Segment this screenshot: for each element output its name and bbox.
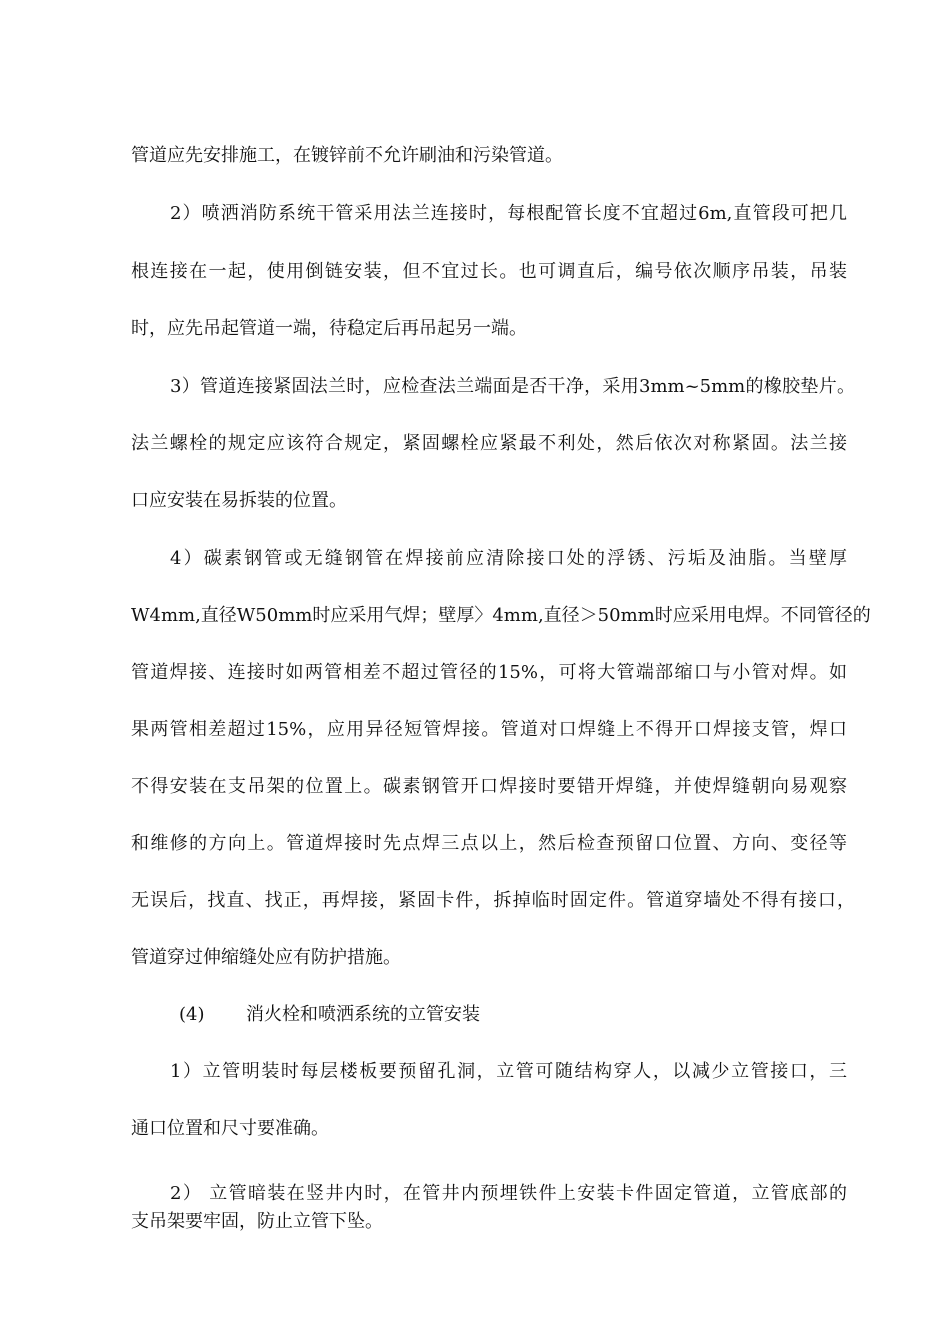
text-line: 通口位置和尺寸要准确。 [131, 1118, 329, 1139]
text-line: 法兰螺栓的规定应该符合规定，紧固螺栓应紧最不利处，然后依次对称紧固。法兰接 [131, 433, 847, 454]
section-number: (4) [179, 1004, 205, 1025]
text-line: 无误后，找直、找正，再焊接，紧固卡件，拆掉临时固定件。管道穿墙处不得有接口， [131, 890, 855, 911]
text-line: 时，应先吊起管道一端，待稳定后再吊起另一端。 [131, 318, 527, 339]
text-line: 和维修的方向上。管道焊接时先点焊三点以上，然后检查预留口位置、方向、变径等 [131, 833, 847, 854]
text-line: 1）立管明装时每层楼板要预留孔洞，立管可随结构穿人，以减少立管接口，三 [170, 1061, 847, 1082]
text-line: 管道应先安排施工，在镀锌前不允许刷油和污染管道。 [131, 145, 563, 166]
text-line: 支吊架要牢固，防止立管下坠。 [131, 1211, 383, 1232]
text-line: 2） 立管暗装在竖井内时，在管井内预埋铁件上安装卡件固定管道，立管底部的 [170, 1183, 847, 1204]
text-line: W4mm,直径W50mm时应采用气焊；壁厚〉4mm,直径＞50mm时应采用电焊。不同管径的 [131, 605, 871, 626]
text-line: 管道穿过伸缩缝处应有防护措施。 [131, 947, 401, 968]
text-line: 果两管相差超过15%，应用异径短管焊接。管道对口焊缝上不得开口焊接支管，焊口 [131, 719, 847, 740]
text-line: 根连接在一起，使用倒链安装，但不宜过长。也可调直后，编号依次顺序吊装，吊装 [131, 261, 847, 282]
text-line: 2）喷洒消防系统干管采用法兰连接时，每根配管长度不宜超过6m,直管段可把几 [170, 203, 847, 224]
text-line: 不得安装在支吊架的位置上。碳素钢管开口焊接时要错开焊缝，并使焊缝朝向易观察 [131, 776, 847, 797]
text-line: 管道焊接、连接时如两管相差不超过管径的15%，可将大管端部缩口与小管对焊。如 [131, 662, 847, 683]
text-line: 4）碳素钢管或无缝钢管在焊接前应清除接口处的浮锈、污垢及油脂。当壁厚 [170, 548, 847, 569]
text-line: 口应安装在易拆装的位置。 [131, 490, 347, 511]
section-title: 消火栓和喷洒系统的立管安装 [246, 1004, 480, 1025]
text-line: 3）管道连接紧固法兰时，应检查法兰端面是否干净，采用3mm~5mm的橡胶垫片。 [170, 376, 855, 397]
